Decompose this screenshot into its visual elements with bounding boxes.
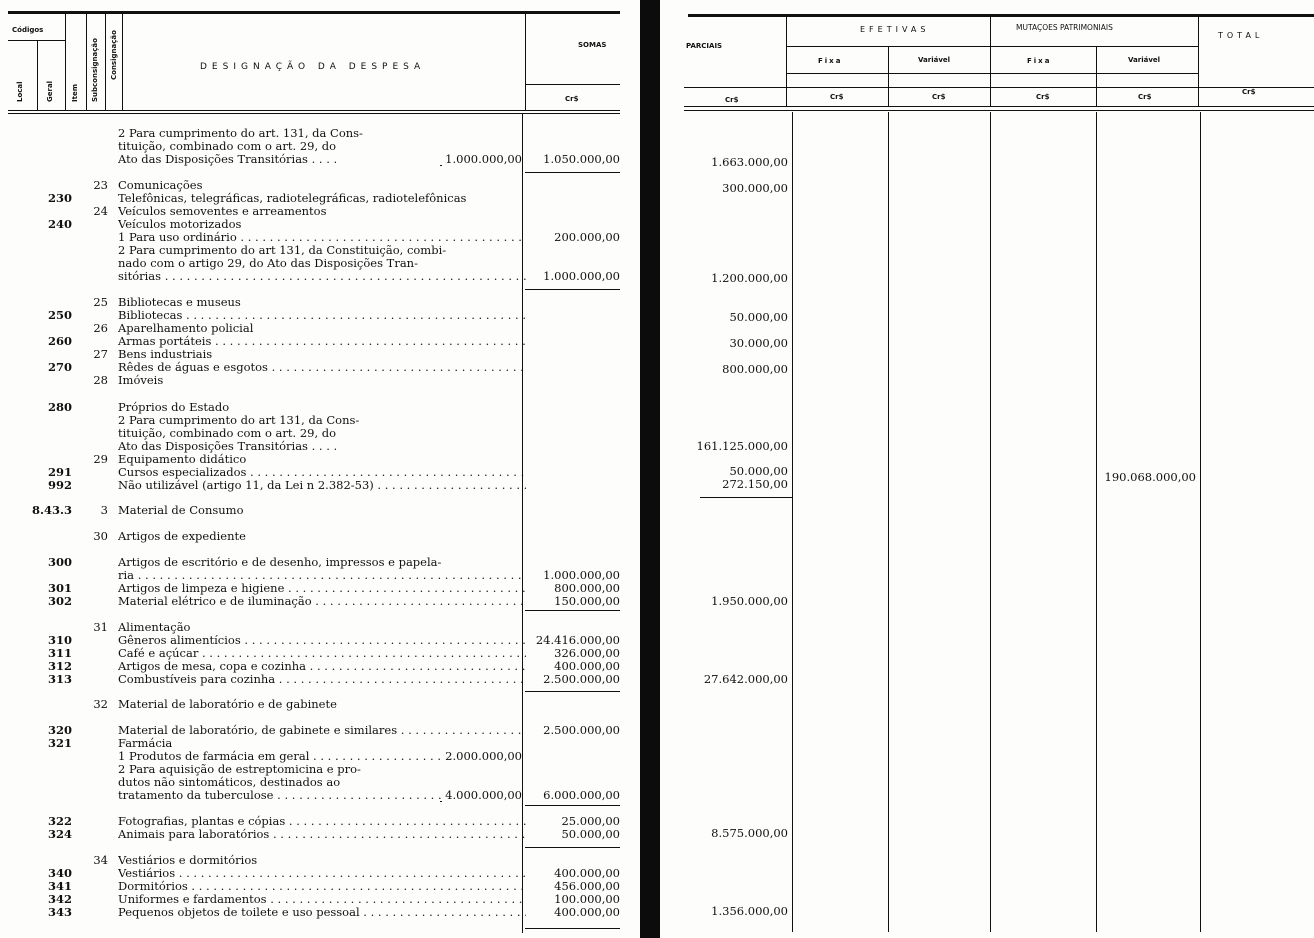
- description-cell: Telefônicas, telegráficas, radiotelegráficas, radiotelefônicas: [118, 192, 467, 205]
- somas-label: SOMAS: [578, 41, 607, 49]
- soma-cell: 150.000,00: [554, 594, 620, 608]
- table-row: [0, 231, 640, 244]
- code-cell: 250: [47, 308, 72, 322]
- table-row: [0, 296, 640, 309]
- description-cell: ria . . .: [118, 569, 526, 582]
- code-cell: 342: [47, 892, 72, 906]
- code-cell: 340: [47, 866, 72, 880]
- table-row: [0, 789, 640, 802]
- code-cell: 291: [47, 465, 72, 479]
- efetivas-fixa-currency: Cr$: [830, 93, 844, 101]
- code-cell: 313: [47, 672, 72, 686]
- table-row: [0, 374, 640, 387]
- code-cell: 260: [47, 334, 72, 348]
- description-cell: Armas portáteis . . .: [118, 335, 526, 348]
- code-cell: 280: [47, 400, 72, 414]
- table-row: [0, 815, 640, 828]
- table-row: [0, 867, 640, 880]
- table-row: [0, 179, 640, 192]
- description-cell: Bens industriais: [118, 348, 213, 361]
- description-cell: nado com o artigo 29, do Ato das Disposições Tran-: [118, 257, 418, 270]
- soma-cell: 6.000.000,00: [543, 788, 620, 802]
- parcial-value: 50.000,00: [729, 464, 788, 478]
- description-cell: sitórias . . .: [118, 270, 526, 283]
- soma-cell: 326.000,00: [554, 646, 620, 660]
- code-cell: 270: [47, 360, 72, 374]
- col-consignacao-label: Consignação: [110, 30, 118, 80]
- description-cell: Café e açúcar . . .: [118, 647, 526, 660]
- code-cell: 300: [47, 555, 72, 569]
- right-header-top-rule: [688, 14, 1314, 17]
- code-cell: 311: [47, 646, 72, 660]
- description-cell: Vestiários e dormitórios: [118, 854, 258, 867]
- soma-cell: 200.000,00: [554, 230, 620, 244]
- description-cell: Ato das Disposições Transitórias . . . .: [118, 440, 338, 453]
- item-cell: 24: [93, 204, 108, 218]
- code-cell: 230: [47, 191, 72, 205]
- item-cell: 26: [93, 321, 108, 335]
- description-cell: Material de Consumo: [118, 504, 244, 517]
- table-row: [0, 244, 640, 257]
- code-cell: 301: [47, 581, 72, 595]
- header-bottom-rule: [8, 110, 620, 111]
- description-cell: 1 Produtos de farmácia em geral . . .: [118, 750, 526, 763]
- item-cell: 23: [93, 178, 108, 192]
- table-row: [0, 127, 640, 140]
- description-cell: Gêneros alimentícios . . .: [118, 634, 526, 647]
- table-row: [0, 724, 640, 737]
- soma-cell: 100.000,00: [554, 892, 620, 906]
- item-cell: 29: [93, 452, 108, 466]
- parcial-value: 27.642.000,00: [703, 672, 788, 686]
- description-cell: Material elétrico e de iluminação . . .: [118, 595, 526, 608]
- description-cell: Próprios do Estado: [118, 401, 230, 414]
- table-row: [0, 569, 640, 582]
- somas-rule: [525, 84, 620, 85]
- table-row: [0, 153, 640, 166]
- parcial-value: 800.000,00: [722, 362, 788, 376]
- description-cell: dutos não sintomáticos, destinados ao: [118, 776, 341, 789]
- soma-cell: 25.000,00: [561, 814, 620, 828]
- parcial-value: 161.125.000,00: [696, 439, 788, 453]
- description-cell: Ato das Disposições Transitórias . . . .: [118, 153, 338, 166]
- description-cell: 2 Para aquisição de estreptomicina e pro-: [118, 763, 361, 776]
- table-row: [0, 673, 640, 686]
- description-cell: tituição, combinado com o art. 29, do: [118, 140, 337, 153]
- soma-cell: 400.000,00: [554, 905, 620, 919]
- description-cell: Vestiários . . .: [118, 867, 526, 880]
- description-cell: Combustíveis para cozinha . . .: [118, 673, 526, 686]
- parciais-label: PARCIAIS: [686, 42, 723, 50]
- table-row: [0, 270, 640, 283]
- col-subconsignacao-label: Subconsignação: [91, 38, 99, 102]
- code-cell: 324: [47, 827, 72, 841]
- table-row: [0, 698, 640, 711]
- book-gutter: [640, 0, 660, 938]
- soma-cell: 50.000,00: [561, 827, 620, 841]
- description-cell: Imóveis: [118, 374, 164, 387]
- parcial-value: 1.356.000,00: [711, 904, 788, 918]
- item-cell: 3: [100, 503, 108, 517]
- description-cell: Farmácia: [118, 737, 173, 750]
- description-cell: Aparelhamento policial: [118, 322, 254, 335]
- soma-cell: 800.000,00: [554, 581, 620, 595]
- description-cell: Bibliotecas . . .: [118, 309, 526, 322]
- mutacoes-variavel-label: Variável: [1128, 56, 1161, 64]
- parcial-value: 300.000,00: [722, 181, 788, 195]
- code-cell: 343: [47, 905, 72, 919]
- table-row: [0, 750, 640, 763]
- description-cell: Artigos de limpeza e higiene . . .: [118, 582, 526, 595]
- designacao-title: DESIGNAÇÃO DA DESPESA: [200, 62, 426, 72]
- parcial-value: 1.663.000,00: [711, 155, 788, 169]
- parcial-value: 272.150,00: [722, 477, 788, 491]
- code-cell: 322: [47, 814, 72, 828]
- left-page: [0, 0, 640, 938]
- soma-cell: 400.000,00: [554, 659, 620, 673]
- table-row: [0, 880, 640, 893]
- table-row: [0, 582, 640, 595]
- code-cell: 302: [47, 594, 72, 608]
- soma-cell: 1.000.000,00: [543, 269, 620, 283]
- parciais-currency: Cr$: [725, 96, 739, 104]
- left-currency-label: Cr$: [565, 95, 579, 103]
- table-row: [0, 737, 640, 750]
- description-cell: Fotografias, plantas e cópias . . .: [118, 815, 526, 828]
- table-row: [0, 647, 640, 660]
- table-row: [0, 479, 640, 492]
- table-row: [0, 453, 640, 466]
- description-cell: Cursos especializados . . .: [118, 466, 526, 479]
- soma-cell: 400.000,00: [554, 866, 620, 880]
- description-cell: Comunicações: [118, 179, 203, 192]
- efetivas-fixa-label: Fixa: [818, 57, 843, 65]
- total-currency: Cr$: [1242, 88, 1256, 96]
- col-geral-label: Geral: [46, 80, 54, 102]
- description-cell: Alimentação: [118, 621, 191, 634]
- description-cell: Rêdes de águas e esgotos . . .: [118, 361, 526, 374]
- table-row: [0, 348, 640, 361]
- table-row: [0, 893, 640, 906]
- table-row: [0, 205, 640, 218]
- description-cell: 2 Para cumprimento do art 131, da Constituição, combi-: [118, 244, 447, 257]
- total-label: TOTAL: [1218, 31, 1264, 40]
- mutacoes-variavel-currency: Cr$: [1138, 93, 1152, 101]
- subtotal-cell: 4.000.000,00: [442, 789, 522, 802]
- codigos-label: Códigos: [12, 26, 44, 34]
- item-cell: 31: [93, 620, 108, 634]
- description-cell: Equipamento didático: [118, 453, 247, 466]
- table-row: [0, 854, 640, 867]
- code-cell: 310: [47, 633, 72, 647]
- table-row: [0, 401, 640, 414]
- efetivas-variavel-currency: Cr$: [932, 93, 946, 101]
- parcial-value: 1.950.000,00: [711, 594, 788, 608]
- code-cell: 312: [47, 659, 72, 673]
- description-cell: tratamento da tuberculose . . .: [118, 789, 526, 802]
- code-cell: 240: [47, 217, 72, 231]
- table-row: [0, 595, 640, 608]
- soma-cell: 456.000,00: [554, 879, 620, 893]
- description-cell: Veículos semoventes e arreamentos: [118, 205, 327, 218]
- table-row: [0, 906, 640, 919]
- subtotal-cell: 2.000.000,00: [442, 750, 522, 763]
- table-row: [0, 828, 640, 841]
- code-cell: 992: [47, 478, 72, 492]
- header-bottom-rule-2: [8, 113, 620, 114]
- subtotal-cell: 1.000.000,00: [442, 153, 522, 166]
- header-top-rule: [8, 11, 620, 14]
- description-cell: Artigos de escritório e de desenho, impressos e papela-: [118, 556, 442, 569]
- item-cell: 30: [93, 529, 108, 543]
- parcial-value: 50.000,00: [729, 310, 788, 324]
- col-item-label: Item: [71, 84, 79, 102]
- item-cell: 32: [93, 697, 108, 711]
- item-cell: 27: [93, 347, 108, 361]
- description-cell: Material de laboratório, de gabinete e similares . . .: [118, 724, 526, 737]
- mutacoes-variavel-value: 190.068.000,00: [1104, 470, 1196, 484]
- description-cell: Uniformes e fardamentos . . .: [118, 893, 526, 906]
- description-cell: tituição, combinado com o art. 29, do: [118, 427, 337, 440]
- description-cell: 2 Para cumprimento do art 131, da Cons-: [118, 414, 360, 427]
- parcial-value: 1.200.000,00: [711, 271, 788, 285]
- soma-cell: 1.000.000,00: [543, 568, 620, 582]
- code-cell: 8.43.3: [31, 503, 72, 517]
- description-cell: 2 Para cumprimento do art. 131, da Cons-: [118, 127, 363, 140]
- efetivas-variavel-label: Variável: [918, 56, 951, 64]
- mutacoes-fixa-currency: Cr$: [1036, 93, 1050, 101]
- table-row: [0, 634, 640, 647]
- code-cell: 341: [47, 879, 72, 893]
- item-cell: 34: [93, 853, 108, 867]
- item-cell: 28: [93, 373, 108, 387]
- description-cell: Dormitórios . . .: [118, 880, 526, 893]
- description-cell: Veículos motorizados: [118, 218, 242, 231]
- table-row: [0, 322, 640, 335]
- right-page: [660, 0, 1314, 938]
- soma-cell: 2.500.000,00: [543, 723, 620, 737]
- efetivas-label: EFETIVAS: [860, 25, 930, 34]
- table-row: [0, 466, 640, 479]
- soma-cell: 2.500.000,00: [543, 672, 620, 686]
- table-row: [0, 427, 640, 440]
- description-cell: Pequenos objetos de toilete e uso pessoal . . .: [118, 906, 526, 919]
- parcial-value: 30.000,00: [729, 336, 788, 350]
- soma-cell: 1.050.000,00: [543, 152, 620, 166]
- col-local-label: Local: [16, 81, 24, 102]
- mutacoes-fixa-label: Fixa: [1027, 57, 1052, 65]
- table-row: [0, 414, 640, 427]
- description-cell: Artigos de mesa, copa e cozinha . . .: [118, 660, 526, 673]
- parcial-value: 8.575.000,00: [711, 826, 788, 840]
- mutacoes-label: MUTAÇOES PATRIMONIAIS: [1016, 23, 1113, 32]
- code-cell: 321: [47, 736, 72, 750]
- soma-cell: 24.416.000,00: [535, 633, 620, 647]
- description-cell: Animais para laboratórios . . .: [118, 828, 526, 841]
- description-cell: Material de laboratório e de gabinete: [118, 698, 337, 711]
- table-row: [0, 218, 640, 231]
- table-row: [0, 763, 640, 776]
- description-cell: Artigos de expediente: [118, 530, 246, 543]
- table-row: [0, 504, 640, 517]
- code-cell: 320: [47, 723, 72, 737]
- description-cell: 1 Para uso ordinário . . .: [118, 231, 526, 244]
- description-cell: Não utilizável (artigo 11, da Lei n 2.382-53) . . .: [118, 479, 526, 492]
- item-cell: 25: [93, 295, 108, 309]
- description-cell: Bibliotecas e museus: [118, 296, 241, 309]
- table-row: [0, 530, 640, 543]
